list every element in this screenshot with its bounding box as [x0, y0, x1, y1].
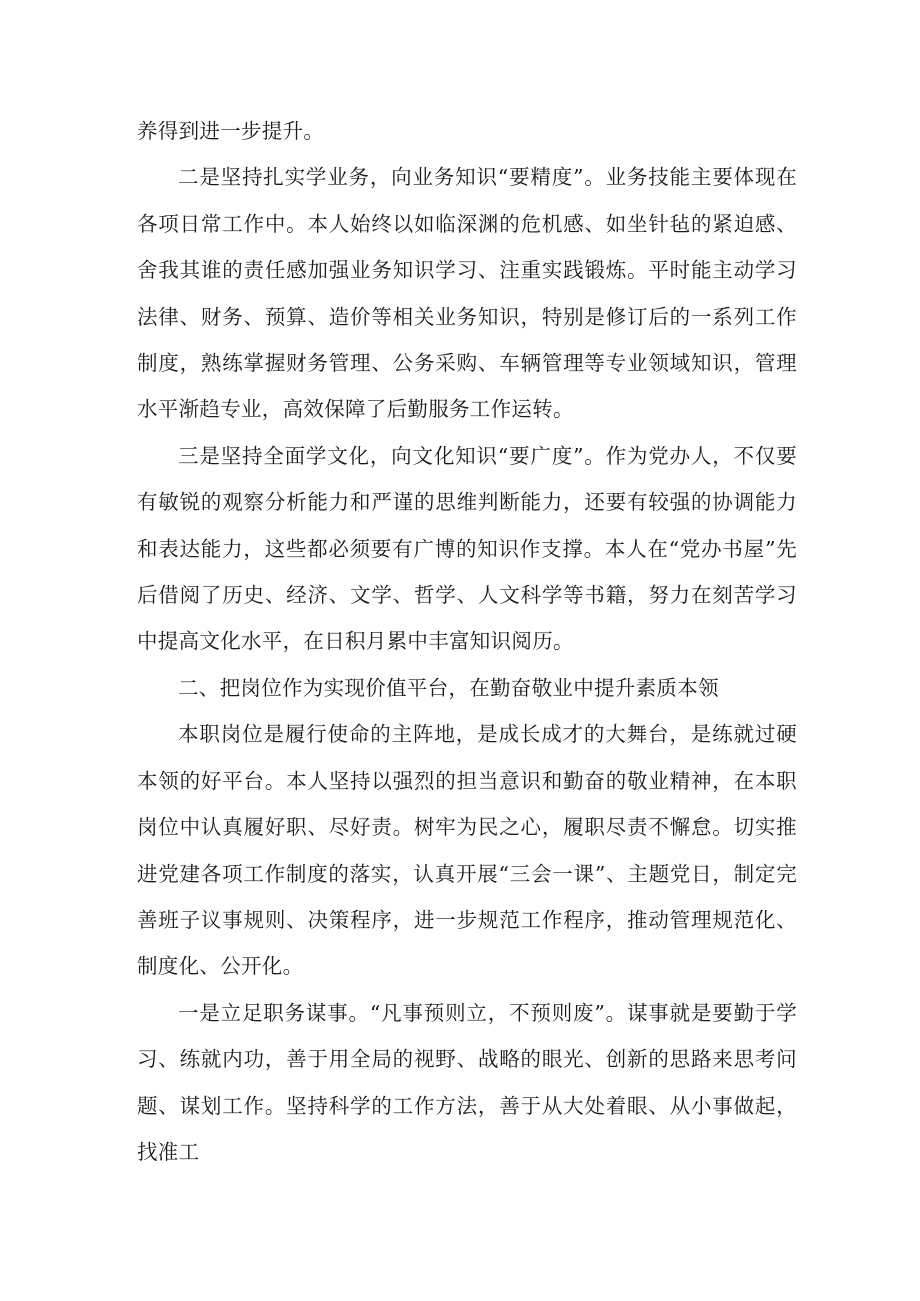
section-heading: 二、把岗位作为实现价值平台，在勤奋敬业中提升素质本领 — [178, 675, 719, 700]
paragraph-2: 二是坚持扎实学业务，向业务知识“要精度”。业务技能主要体现在各项日常工作中。本人始终以如临深渊的危机感、如坐针毡的紧迫感、舍我其谁的责任感加强业务知识学习、注重实践锻炼。平时能主动学习法律、财务、预算、造价等相关业务知识，特别是修订后的一系列工作制度，熟练掌握财务管理、公务采购、车辆管理等专业领域知识，管理水平渐趋专业，高效保障了后勤服务工作运转。 — [137, 165, 797, 422]
paragraph-5: 本职岗位是履行使命的主阵地，是成长成才的大舞台，是练就过硬本领的好平台。本人坚持以强烈的担当意识和勤奋的敬业精神，在本职岗位中认真履好职、尽好责。树牢为民之心，履职尽责不懈怠。切实推进党建各项工作制度的落实，认真开展“三会一课”、主题党日，制定完善班子议事规则、决策程序，进一步规范工作程序，推动管理规范化、制度化、公开化。 — [137, 722, 797, 979]
paragraph-6: 一是立足职务谋事。“凡事预则立，不预则废”。谋事就是要勤于学习、练就内功，善于用全局的视野、战略的眼光、创新的思路来思考问题、谋划工作。坚持科学的工作方法，善于从大处着眼、从小事做起，找准工 — [137, 1000, 797, 1164]
document-body — [137, 108, 797, 1175]
paragraph-1: 养得到进一步提升。 — [137, 119, 325, 143]
paragraph-3: 三是坚持全面学文化，向文化知识“要广度”。作为党办人，不仅要有敏锐的观察分析能力和严谨的思维判断能力，还要有较强的协调能力和表达能力，这些都必须要有广博的知识作支撑。本人在“党办书屋”先后借阅了历史、经济、文学、哲学、人文科学等书籍，努力在刻苦学习中提高文化水平，在日积月累中丰富知识阅历。 — [137, 443, 797, 654]
